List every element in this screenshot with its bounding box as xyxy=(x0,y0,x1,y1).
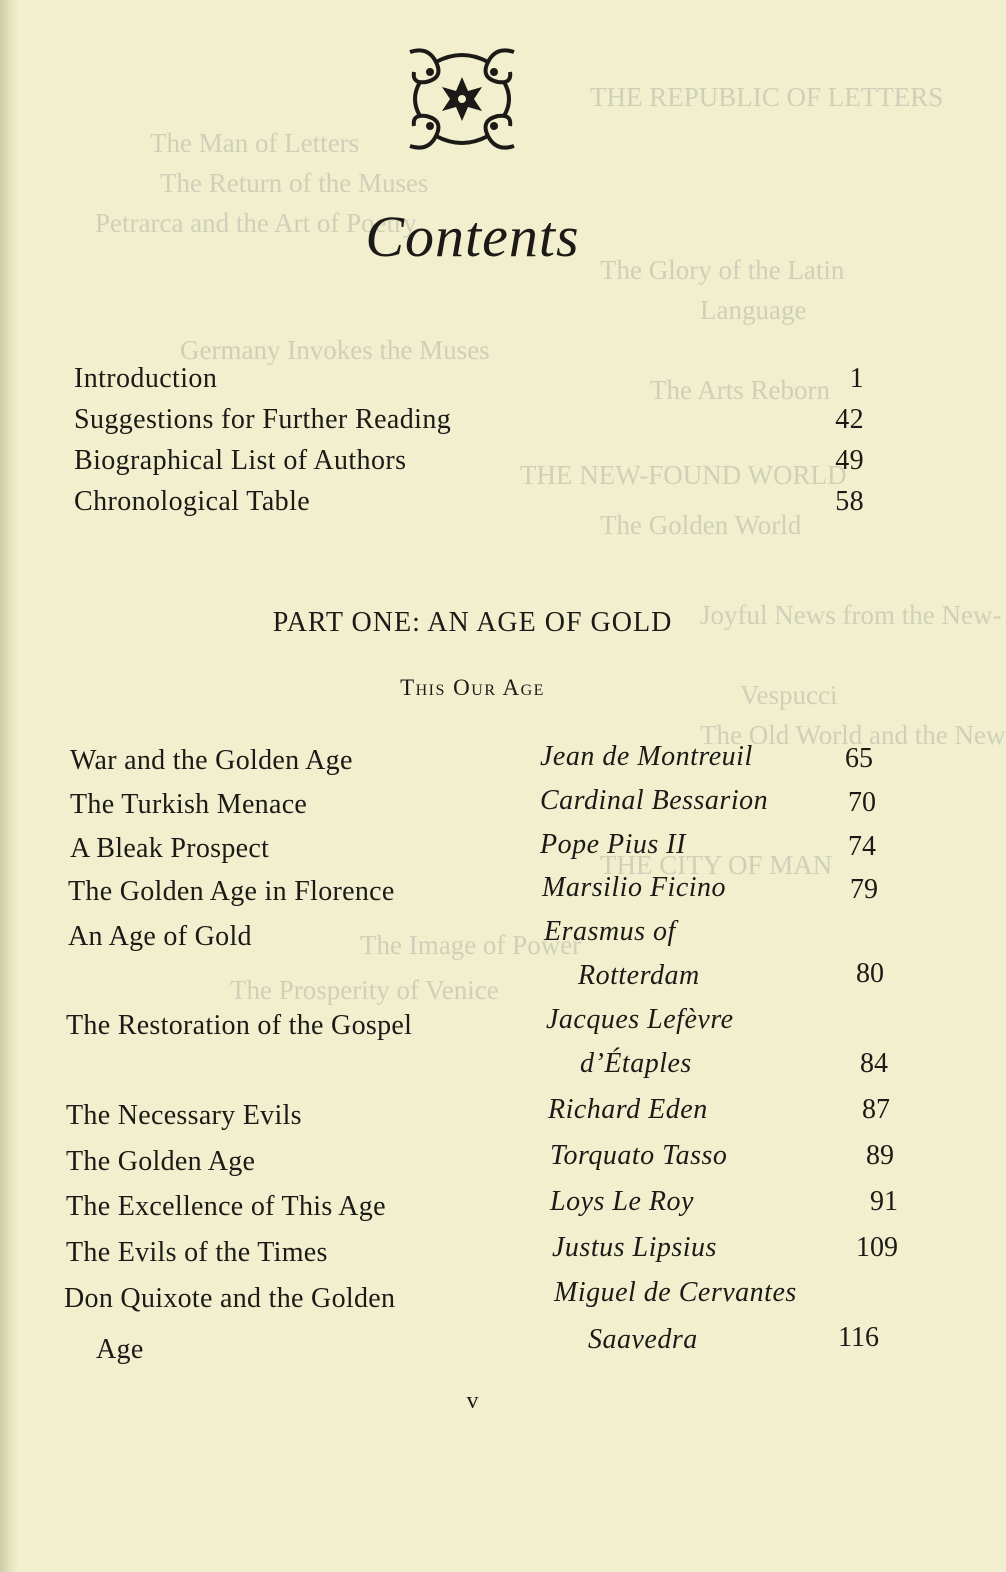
front-matter-row xyxy=(74,363,864,403)
entry-title-line1: Don Quixote and the Golden xyxy=(64,1283,396,1314)
page-title: Contents xyxy=(365,204,580,269)
page-number: 79 xyxy=(850,874,878,905)
entry-title: The Necessary Evils xyxy=(66,1100,302,1131)
entry-author-line2: Saavedra xyxy=(588,1324,698,1355)
show-through-text: THE REPUBLIC OF LETTERS The Man of Letters The Return of the Muses Petrarca and the Art of Poetry The Glory of the Latin Language Germany Invokes the Muses The Arts Reborn THE NEW-FOUND WORLD The Golden World Joyful News from the New- Vespucci The Old World and the New THE CITY OF MAN The Image of Power The Prosperity of Venice xyxy=(95,82,1006,1005)
entry-title: The Turkish Menace xyxy=(70,789,308,820)
entry-title: The Excellence of This Age xyxy=(66,1191,386,1222)
page-number: 74 xyxy=(848,831,876,862)
section-heading: This Our Age xyxy=(400,675,545,700)
entry-author-line2: Rotterdam xyxy=(578,960,700,991)
front-matter-row xyxy=(74,486,864,526)
entry-author-line1: Miguel de Cervantes xyxy=(554,1277,797,1308)
entry-title: The Evils of the Times xyxy=(66,1237,328,1268)
entry-title: The Golden Age in Florence xyxy=(68,876,395,907)
page-number: 42 xyxy=(835,404,864,435)
entry-title: Introduction xyxy=(74,363,218,394)
entry-author-line2: d’Étaples xyxy=(580,1048,692,1079)
page-number: 80 xyxy=(856,958,884,989)
entry-author-line1: Erasmus of xyxy=(544,916,676,947)
entry-author: Marsilio Ficino xyxy=(542,872,727,903)
entry-title-line2: Age xyxy=(96,1334,144,1365)
entry-title: The Restoration of the Gospel xyxy=(66,1010,413,1041)
entry-title: Biographical List of Authors xyxy=(74,445,407,476)
page-number: 58 xyxy=(835,486,864,517)
front-matter-row xyxy=(74,404,864,444)
entry-author: Pope Pius II xyxy=(540,829,686,860)
entry-author: Loys Le Roy xyxy=(550,1186,694,1217)
ornament-icon xyxy=(400,42,524,156)
entry-title: A Bleak Prospect xyxy=(70,833,270,864)
page-number: 1 xyxy=(849,363,864,394)
entry-author: Torquato Tasso xyxy=(550,1140,728,1171)
part-heading: PART ONE: AN AGE OF GOLD xyxy=(272,607,673,638)
page-number: 49 xyxy=(835,445,864,476)
page-number: 109 xyxy=(856,1232,898,1263)
page-number: 65 xyxy=(845,743,873,774)
entry-author: Jean de Montreuil xyxy=(540,741,753,772)
entry-title: Chronological Table xyxy=(74,486,311,517)
entry-author: Justus Lipsius xyxy=(552,1232,717,1263)
entry-author: Richard Eden xyxy=(548,1094,708,1125)
entry-title: An Age of Gold xyxy=(68,921,252,952)
page-number: 87 xyxy=(862,1094,890,1125)
page-number: 116 xyxy=(838,1322,879,1353)
entry-author: Cardinal Bessarion xyxy=(540,785,769,816)
page-number: 91 xyxy=(870,1186,898,1217)
entry-title: Suggestions for Further Reading xyxy=(74,404,452,435)
entry-author-line1: Jacques Lefèvre xyxy=(546,1004,734,1035)
entry-title: War and the Golden Age xyxy=(70,745,353,776)
front-matter-row xyxy=(74,445,864,485)
entry-title: The Golden Age xyxy=(66,1146,256,1177)
page-number: 89 xyxy=(866,1140,894,1171)
page-number: 84 xyxy=(860,1048,888,1079)
folio-page-number: v xyxy=(466,1388,479,1414)
page-number: 70 xyxy=(848,787,876,818)
